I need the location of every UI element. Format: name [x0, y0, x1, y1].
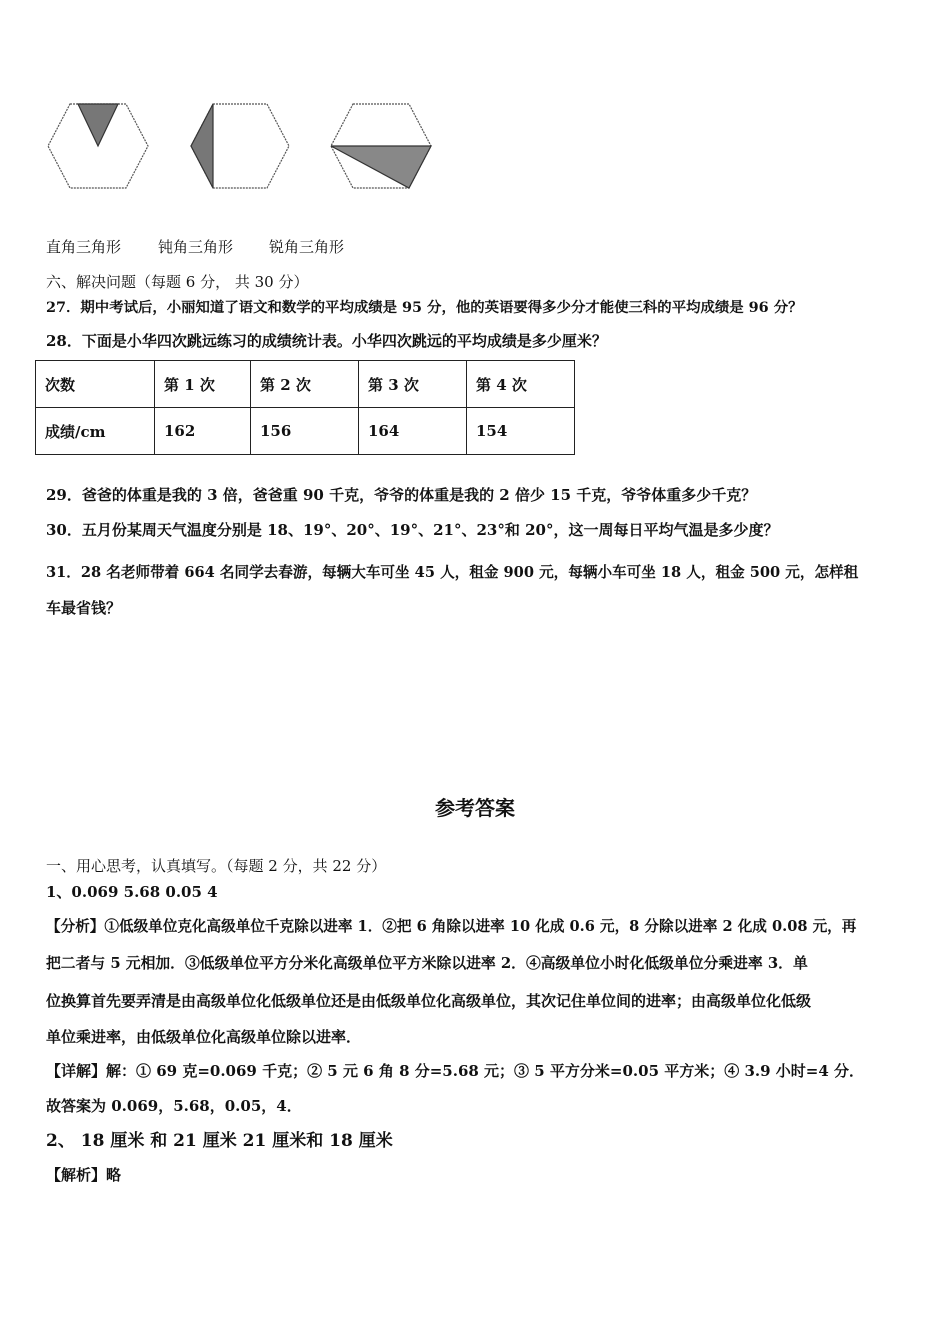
answer-1: 1、0.069 5.68 0.05 4	[46, 883, 218, 901]
answers-title: 参考答案	[435, 796, 515, 820]
score-table	[35, 360, 575, 455]
label-acute-triangle: 锐角三角形	[269, 238, 345, 256]
answer-1-analysis-line4: 单位乘进率，由低级单位化高级单位除以进率．	[46, 1028, 362, 1046]
table-header-cell: 次数	[36, 361, 155, 408]
table-header-cell: 第 3 次	[359, 361, 467, 408]
answer-1-analysis-line3: 位换算首先要弄清是由高级单位化低级单位还是由低级单位化高级单位，其次记住单位间的进率；由高级单位化低级	[46, 992, 812, 1010]
answer-1-conclusion: 故答案为 0.069，5.68，0.05，4．	[46, 1097, 302, 1115]
table-header-cell: 第 4 次	[467, 361, 575, 408]
table-cell: 156	[251, 408, 359, 455]
hexagon-figure-obtuse-triangle	[186, 100, 292, 192]
table-cell: 154	[467, 408, 575, 455]
answers-section1-heading: 一、用心思考，认真填写。（每题 2 分，共 22 分）	[46, 857, 387, 875]
label-obtuse-triangle: 钝角三角形	[158, 238, 234, 256]
hexagon-figure-right-triangle	[46, 100, 150, 192]
answer-1-detail: 【详解】解：① 69 克=0.069 千克；② 5 元 6 角 8 分=5.68 元；③ 5 平方分米=0.05 平方米；④ 3.9 小时=4 分．	[46, 1062, 865, 1080]
question-31-line2: 车最省钱？	[46, 599, 122, 617]
answer-1-analysis-line1: 【分析】①低级单位克化高级单位千克除以进率 1．②把 6 角除以进率 10 化成 0.6 元，8 分除以进率 2 化成 0.08 元，再	[46, 918, 857, 935]
table-header-row	[36, 361, 575, 408]
label-right-triangle: 直角三角形	[46, 238, 122, 256]
answer-1-analysis-line2: 把二者与 5 元相加．③低级单位平方分米化高级单位平方米除以进率 2．④高级单位小时化低级单位分乘进率 3．单	[46, 955, 808, 972]
table-header-cell: 第 1 次	[155, 361, 251, 408]
question-29: 29．爸爸的体重是我的 3 倍，爸爸重 90 千克，爷爷的体重是我的 2 倍少 15 千克，爷爷体重多少千克？	[46, 486, 757, 504]
question-28: 28．下面是小华四次跳远练习的成绩统计表。小华四次跳远的平均成绩是多少厘米？	[46, 332, 607, 350]
table-cell: 162	[155, 408, 251, 455]
question-31-line1: 31．28 名老师带着 664 名同学去春游，每辆大车可坐 45 人，租金 900 元，每辆小车可坐 18 人，租金 500 元，怎样租	[46, 564, 859, 581]
hexagon-figure-acute-triangle	[328, 100, 434, 192]
table-header-cell: 第 2 次	[251, 361, 359, 408]
question-27: 27．期中考试后，小丽知道了语文和数学的平均成绩是 95 分，他的英语要得多少分才能使三科的平均成绩是 96 分？	[46, 299, 803, 316]
table-cell: 164	[359, 408, 467, 455]
answer-2: 2、 18 厘米 和 21 厘米 21 厘米和 18 厘米	[46, 1131, 393, 1151]
table-row	[36, 408, 575, 455]
question-30: 30．五月份某周天气温度分别是 18、19°、20°、19°、21°、23°和 20°，这一周每日平均气温是多少度？	[46, 521, 779, 539]
table-cell: 成绩/cm	[36, 408, 155, 455]
answer-2-analysis: 【解析】略	[46, 1166, 122, 1184]
section6-heading: 六、解决问题（每题 6 分， 共 30 分）	[46, 273, 309, 291]
